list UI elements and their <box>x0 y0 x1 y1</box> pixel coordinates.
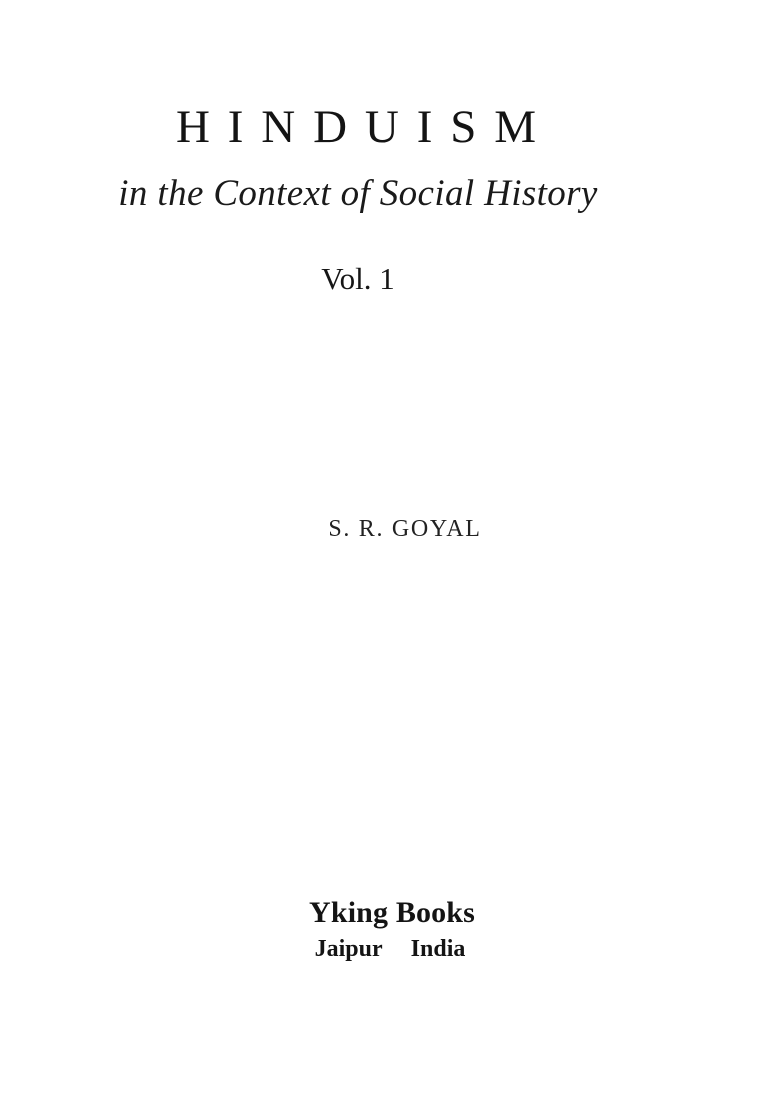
publisher-location <box>0 936 780 963</box>
author-name: S. R. GOYAL <box>328 516 482 542</box>
publisher-name: Yking Books <box>309 896 475 929</box>
book-subtitle: in the Context of Social History <box>118 173 598 214</box>
volume-label: Vol. 1 <box>321 261 395 296</box>
book-title: HINDUISM <box>175 101 554 153</box>
publisher-country: India <box>410 936 466 962</box>
publisher-city: Jaipur <box>314 936 383 962</box>
